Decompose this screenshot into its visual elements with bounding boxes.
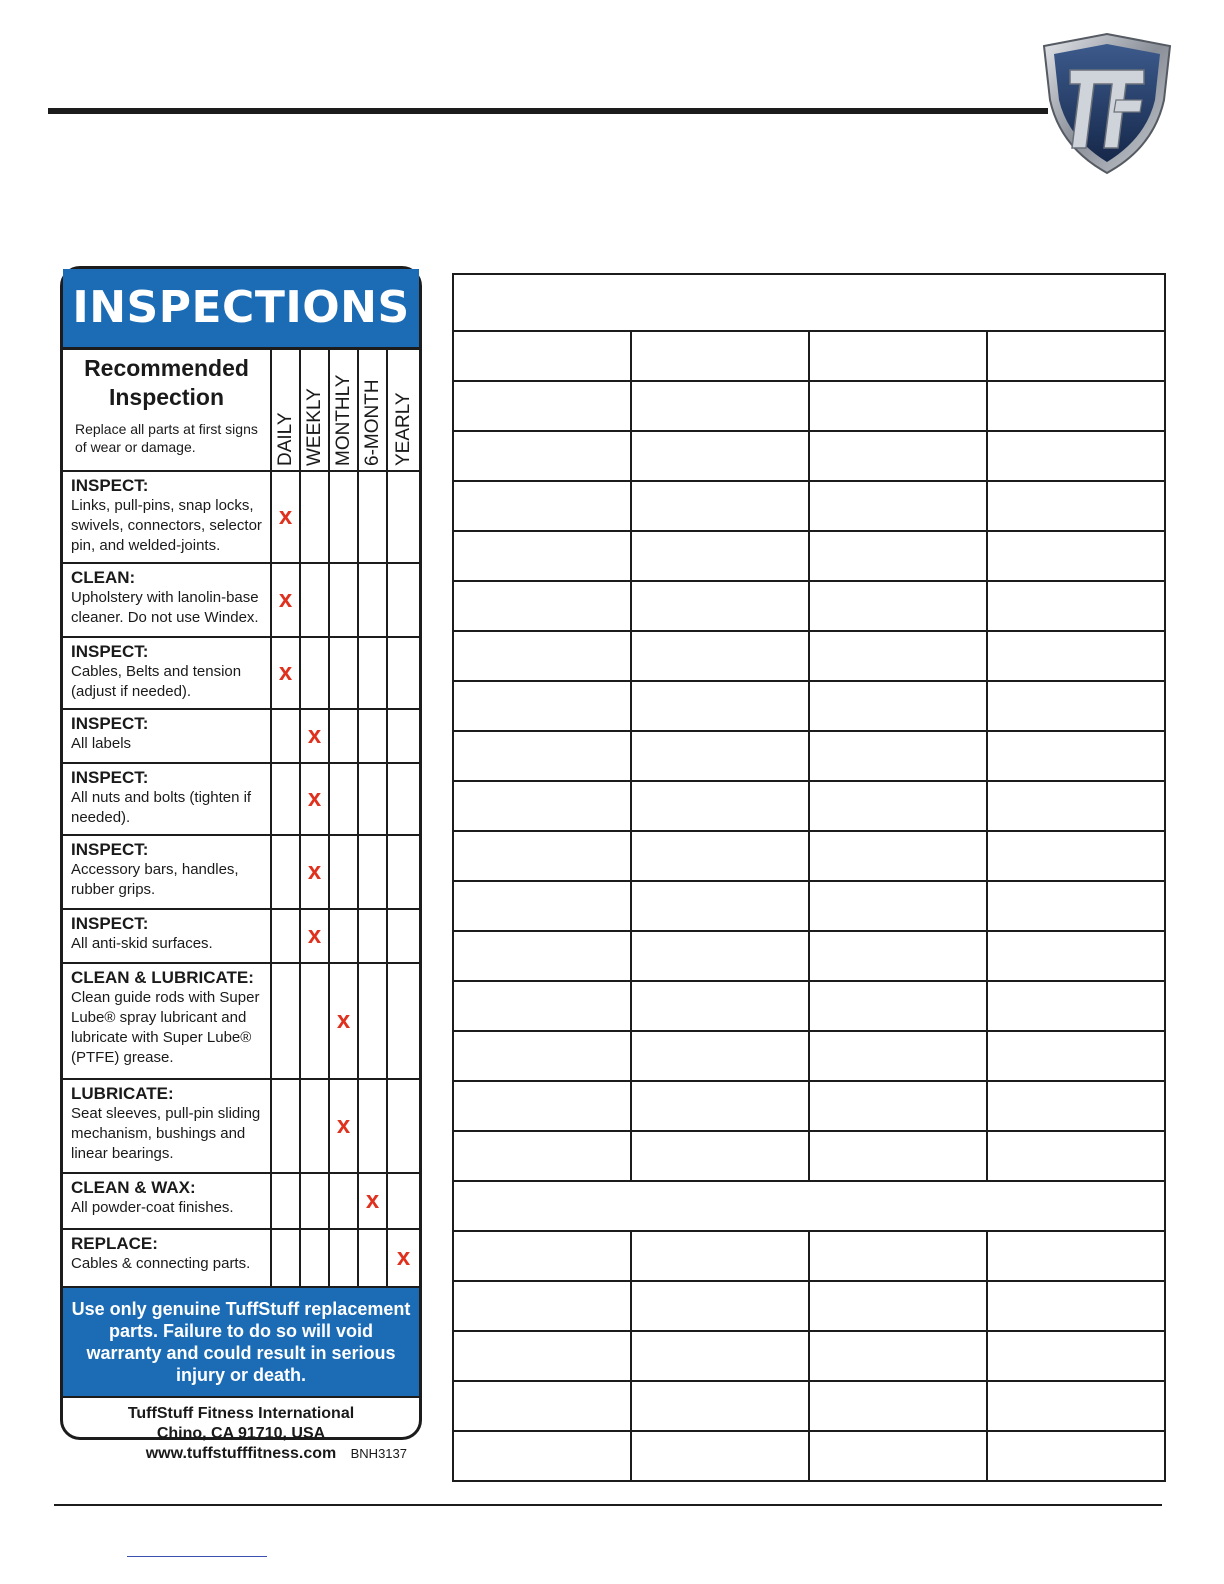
empty-cell [358,963,387,1079]
log-cell [453,331,631,381]
log-cell [631,381,809,431]
empty-cell [329,637,358,709]
task-text: Cables, Belts and tension [71,663,242,680]
empty-cell [271,763,300,835]
log-cell [453,831,631,881]
empty-cell [387,763,419,835]
log-cell [809,1431,987,1481]
log-cell [453,431,631,481]
log-cell [987,781,1165,831]
task-head: CLEAN & LUBRICATE: [71,968,254,987]
log-title-row [453,274,1165,331]
log-cell [453,274,1165,331]
log-cell [453,881,631,931]
log-cell [453,1181,1165,1231]
log-row [453,981,1165,1031]
log-cell [631,781,809,831]
freq-weekly: WEEKLY [300,350,329,471]
log-cell [809,931,987,981]
task-head: INSPECT: [71,840,149,859]
task-text: All nuts and bolts (tighten if [71,789,252,806]
task-text: Lube® spray lubricant and [71,1009,247,1026]
log-cell [809,1381,987,1431]
log-cell [809,581,987,631]
empty-cell [329,1229,358,1287]
inspections-title: INSPECTIONS [63,269,419,350]
empty-cell [358,763,387,835]
header-note: Replace all parts at first signs of wear or damage. [75,421,258,455]
log-cell [987,581,1165,631]
empty-cell [358,1079,387,1173]
freq-monthly: MONTHLY [329,350,358,471]
log-row [453,481,1165,531]
log-cell [631,1231,809,1281]
task-text: Seat sleeves, pull-pin sliding [71,1105,261,1122]
log-cell [453,681,631,731]
check-mark: x [271,563,300,637]
freq-yearly: YEARLY [387,350,419,471]
freq-daily: DAILY [271,350,300,471]
task-text: mechanism, bushings and [71,1125,246,1142]
task-head: INSPECT: [71,714,149,733]
log-cell [631,681,809,731]
task-text: lubricate with Super Lube® [71,1029,252,1046]
task-description [63,1229,271,1287]
log-row [453,381,1165,431]
log-cell [631,1031,809,1081]
task-text: All anti-skid surfaces. [71,935,213,952]
log-row [453,731,1165,781]
task-text: Cables & connecting parts. [71,1255,251,1272]
log-cell [453,1281,631,1331]
log-cell [987,1331,1165,1381]
check-mark: x [329,963,358,1079]
log-row [453,681,1165,731]
grid-header-description [63,350,271,471]
empty-cell [358,471,387,563]
log-cell [809,381,987,431]
log-cell [987,831,1165,881]
log-cell [453,1381,631,1431]
header-rule [48,108,1048,114]
empty-cell [271,1079,300,1173]
log-row [453,1281,1165,1331]
grid-header-row [63,350,419,471]
task-row [63,963,419,1079]
log-cell [631,431,809,481]
task-description [63,709,271,763]
log-row [453,431,1165,481]
label-code: BNH3137 [350,1446,407,1461]
check-mark: x [271,471,300,563]
log-cell [631,881,809,931]
task-row [63,1079,419,1173]
empty-cell [387,1079,419,1173]
log-cell [809,1331,987,1381]
log-cell [987,981,1165,1031]
log-row [453,1231,1165,1281]
task-text: Clean guide rods with Super [71,989,260,1006]
log-cell [453,481,631,531]
log-cell [453,981,631,1031]
empty-cell [300,563,329,637]
log-cell [631,931,809,981]
task-text: swivels, connectors, selector [71,517,262,534]
task-text: (adjust if needed). [71,683,192,700]
log-cell [809,831,987,881]
task-row [63,471,419,563]
empty-cell [387,835,419,909]
check-mark: x [300,709,329,763]
log-cell [631,731,809,781]
empty-cell [300,1173,329,1229]
footer-link-underline [127,1556,267,1557]
task-description [63,763,271,835]
log-cell [631,981,809,1031]
task-head: REPLACE: [71,1234,158,1253]
log-cell [987,631,1165,681]
check-mark: x [387,1229,419,1287]
empty-cell [358,909,387,963]
empty-cell [387,909,419,963]
log-cell [809,781,987,831]
log-cell [453,1431,631,1481]
log-cell [453,1231,631,1281]
log-cell [809,731,987,781]
task-head: CLEAN & WAX: [71,1178,196,1197]
check-mark: x [329,1079,358,1173]
log-cell [453,531,631,581]
footer-rule [54,1504,1162,1506]
empty-cell [358,1229,387,1287]
task-head: INSPECT: [71,642,149,661]
task-text: pin, and welded-joints. [71,537,221,554]
maintenance-log-table [452,273,1166,1482]
check-mark: x [300,909,329,963]
log-cell [453,781,631,831]
task-head: LUBRICATE: [71,1084,174,1103]
log-cell [987,531,1165,581]
task-text: Links, pull-pins, snap locks, [71,497,254,514]
log-cell [453,731,631,781]
log-cell [631,1081,809,1131]
task-description [63,1173,271,1229]
log-cell [809,1081,987,1131]
empty-cell [300,471,329,563]
task-text: rubber grips. [71,881,156,898]
log-cell [453,1081,631,1131]
company-name: TuffStuff Fitness International [127,1405,355,1422]
log-cell [809,681,987,731]
log-row [453,1381,1165,1431]
task-description [63,563,271,637]
log-row [453,1331,1165,1381]
log-cell [809,481,987,531]
log-cell [809,981,987,1031]
empty-cell [387,963,419,1079]
empty-cell [387,471,419,563]
log-cell [987,1131,1165,1181]
empty-cell [358,637,387,709]
warning-banner: Use only genuine TuffStuff replacement parts. Failure to do so will void warranty and could result in serious injury or death. [63,1288,419,1398]
company-city: Chino, CA 91710, USA [156,1425,326,1442]
task-text: Accessory bars, handles, [71,861,239,878]
task-row [63,637,419,709]
task-row [63,835,419,909]
task-text: All labels [71,735,132,752]
check-mark: x [271,637,300,709]
task-text: needed). [71,809,131,826]
log-cell [809,531,987,581]
log-cell [453,631,631,681]
task-description [63,835,271,909]
log-cell [987,431,1165,481]
log-cell [987,731,1165,781]
log-cell [631,631,809,681]
log-cell [631,581,809,631]
empty-cell [300,637,329,709]
log-cell [631,531,809,581]
log-cell [631,331,809,381]
log-cell [453,1031,631,1081]
log-cell [631,1431,809,1481]
log-row [453,881,1165,931]
log-cell [987,1231,1165,1281]
inspections-label [60,266,422,1462]
task-row [63,909,419,963]
task-text: All powder-coat finishes. [71,1199,234,1216]
log-row [453,1131,1165,1181]
task-head: INSPECT: [71,914,149,933]
inspection-grid [63,350,419,1288]
task-description [63,1079,271,1173]
log-cell [809,1031,987,1081]
empty-cell [300,1079,329,1173]
log-cell [987,1031,1165,1081]
log-row [453,1081,1165,1131]
empty-cell [329,1173,358,1229]
task-text: cleaner. Do not use Windex. [71,609,259,626]
check-mark: x [300,835,329,909]
log-row [453,831,1165,881]
log-cell [987,931,1165,981]
freq-6-month: 6-MONTH [358,350,387,471]
task-description [63,471,271,563]
log-cell [631,1381,809,1431]
empty-cell [329,709,358,763]
log-row [453,331,1165,381]
task-head: CLEAN: [71,568,136,587]
log-cell [809,331,987,381]
empty-cell [358,709,387,763]
company-website: www.tuffstufffitness.com [145,1445,337,1462]
log-row [453,931,1165,981]
task-description [63,637,271,709]
empty-cell [329,563,358,637]
log-cell [453,381,631,431]
log-cell [631,1331,809,1381]
log-cell [987,881,1165,931]
empty-cell [271,1229,300,1287]
task-row [63,709,419,763]
log-cell [453,581,631,631]
log-cell [987,1281,1165,1331]
log-cell [987,1431,1165,1481]
empty-cell [271,1173,300,1229]
log-cell [987,481,1165,531]
log-cell [631,831,809,881]
log-cell [453,1131,631,1181]
log-cell [987,1381,1165,1431]
log-cell [453,931,631,981]
empty-cell [329,763,358,835]
log-cell [809,1231,987,1281]
task-head: INSPECT: [71,476,149,495]
task-text: Upholstery with lanolin-base [71,589,259,606]
log-row [453,1031,1165,1081]
task-row [63,1173,419,1229]
empty-cell [271,909,300,963]
header-title: Recommended Inspection [84,355,249,410]
task-description [63,963,271,1079]
check-mark: x [300,763,329,835]
empty-cell [387,637,419,709]
log-cell [809,881,987,931]
log-cell [809,631,987,681]
empty-cell [387,1173,419,1229]
company-address [63,1398,419,1470]
log-row [453,631,1165,681]
empty-cell [358,835,387,909]
tuffstuff-logo [1034,30,1180,176]
task-description [63,909,271,963]
empty-cell [387,709,419,763]
empty-cell [329,909,358,963]
log-section-row [453,1181,1165,1231]
task-head: INSPECT: [71,768,149,787]
log-row [453,781,1165,831]
task-text: linear bearings. [71,1145,174,1162]
task-row [63,763,419,835]
log-row [453,1431,1165,1481]
log-cell [631,1131,809,1181]
empty-cell [271,963,300,1079]
task-text: (PTFE) grease. [71,1049,174,1066]
empty-cell [358,563,387,637]
log-cell [987,1081,1165,1131]
log-cell [987,681,1165,731]
empty-cell [329,835,358,909]
log-cell [809,431,987,481]
empty-cell [300,963,329,1079]
log-cell [453,1331,631,1381]
log-cell [809,1131,987,1181]
empty-cell [329,471,358,563]
log-cell [987,381,1165,431]
task-row [63,563,419,637]
log-row [453,531,1165,581]
empty-cell [387,563,419,637]
task-row [63,1229,419,1287]
log-cell [631,481,809,531]
empty-cell [300,1229,329,1287]
log-cell [631,1281,809,1331]
log-row [453,581,1165,631]
log-cell [987,331,1165,381]
empty-cell [271,709,300,763]
log-cell [809,1281,987,1331]
check-mark: x [358,1173,387,1229]
empty-cell [271,835,300,909]
